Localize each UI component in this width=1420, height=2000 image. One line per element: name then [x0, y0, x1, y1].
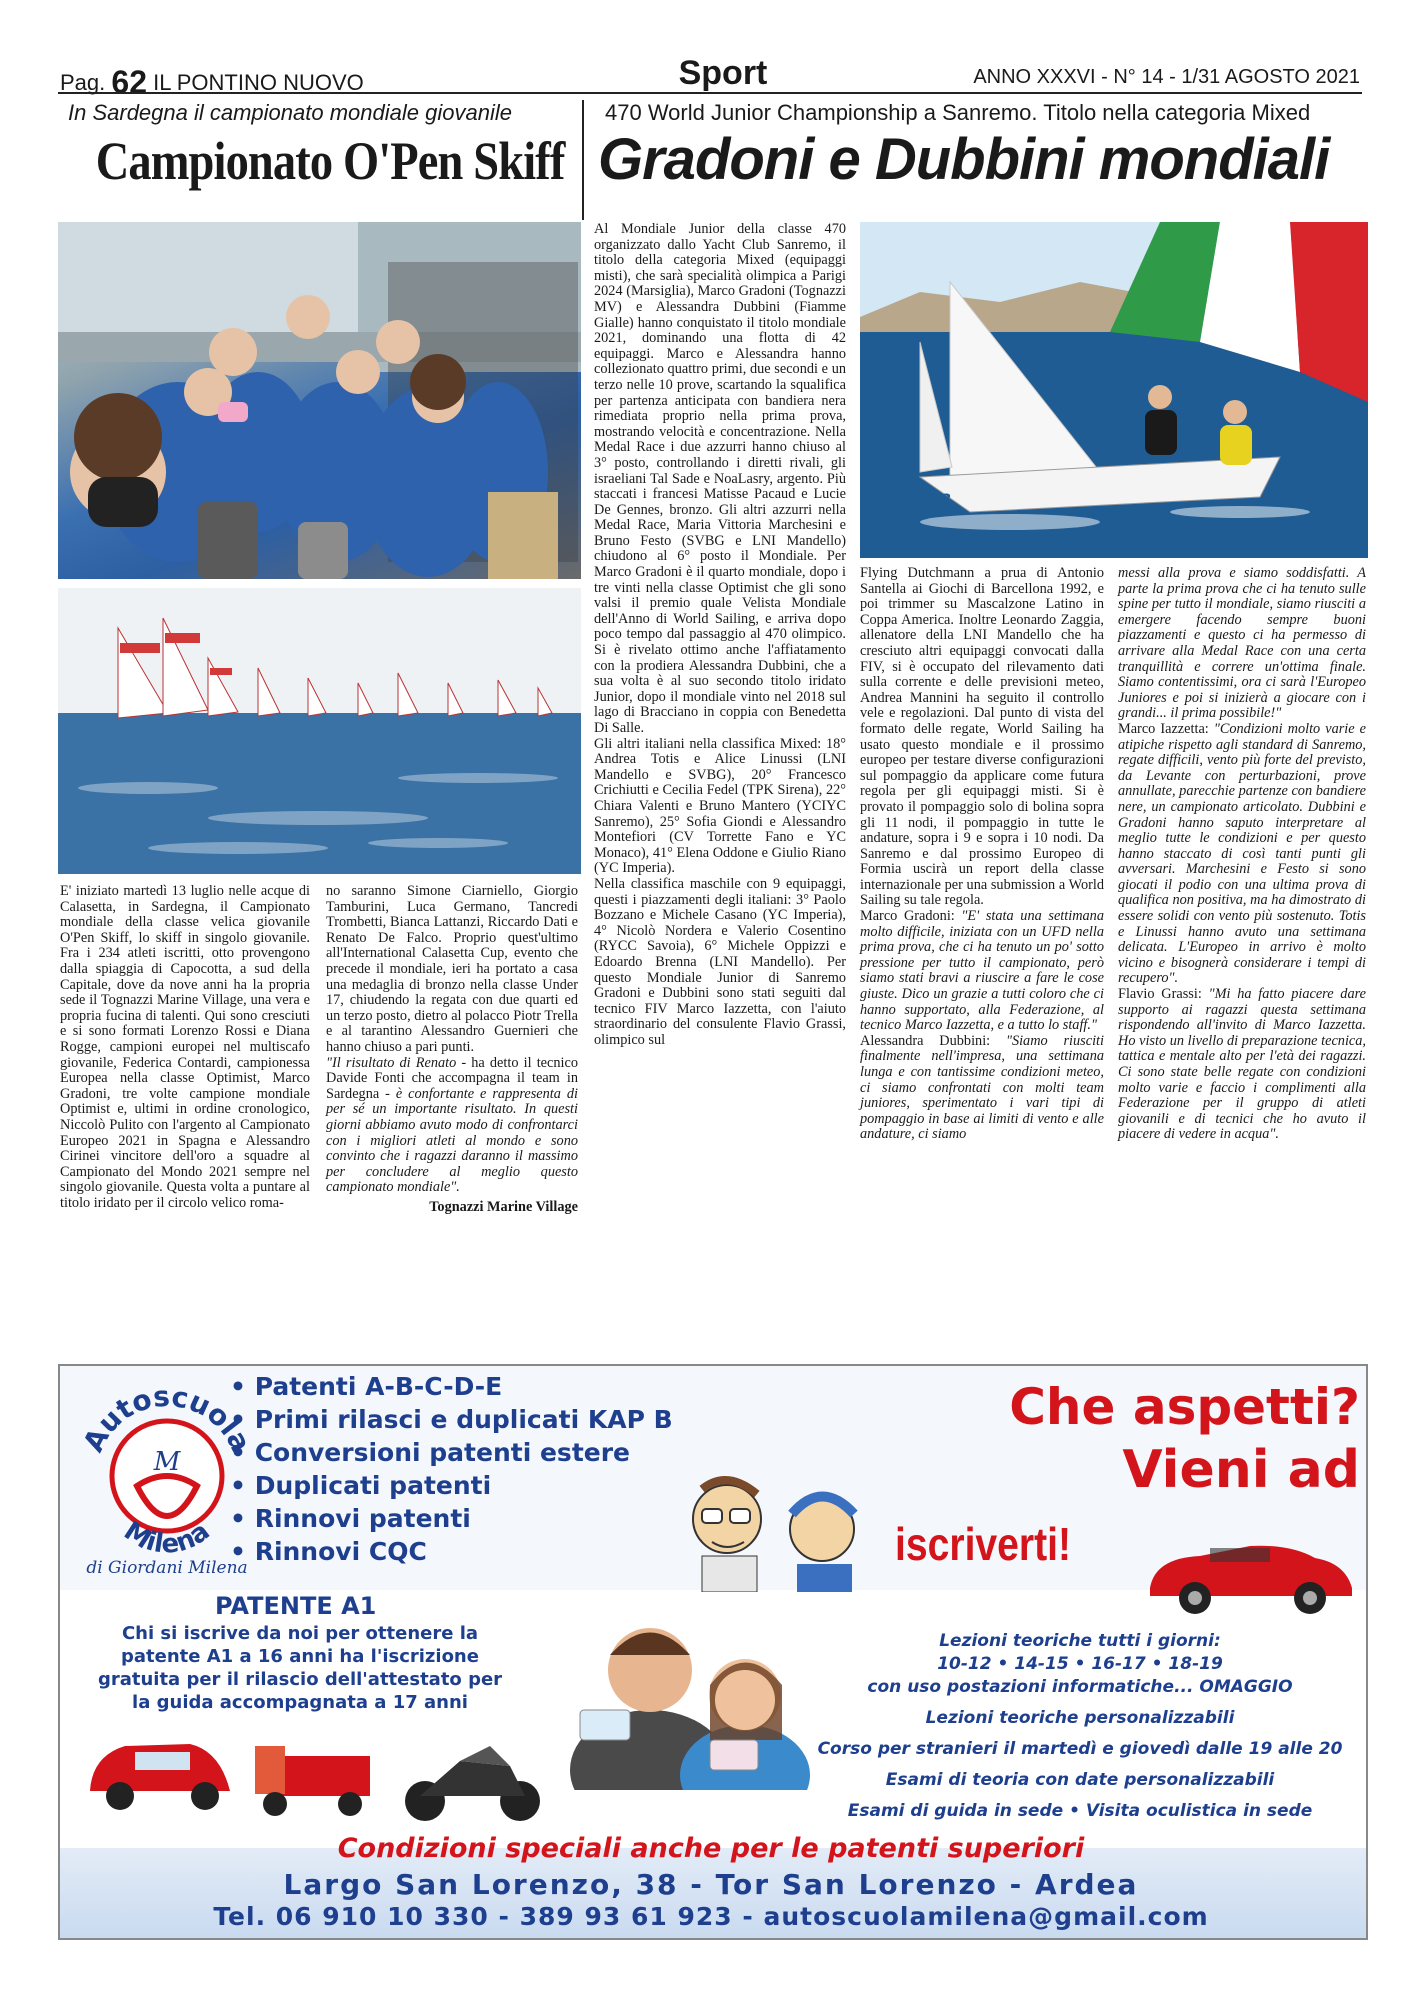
sail-number: 53	[932, 492, 952, 508]
grassi-name: Flavio Grassi:	[1118, 986, 1209, 1003]
logo-letter: M	[153, 1447, 181, 1477]
lesson-line: Esami di teoria con date personalizzabili	[885, 1770, 1275, 1790]
dubbini-quote	[860, 1034, 1104, 1143]
black-motorbike	[405, 1746, 540, 1821]
a1-text: Chi si iscrive da noi per ottenere la patente A1 a 16 anni ha l'iscrizione gratuita per il rilascio dell'attestato per la guida accompagnata a 17 anni	[97, 1623, 503, 1713]
left-col2-text: no saranno Simone Ciarniello, Giorgio Tamburini, Luca Germano, Tancredi Trombetti, Bianca Lattanzi, Riccardo Dati e Renato De Falco. Proprio quest'ultimo all'International Calasetta Cup, evento che precede il mondiale, ieri ha portato a casa una medaglia di bronzo nella classe Under 17, chiudendo la regata con due quarti ed un terzo posto, dietro al polacco Piotr Trella e al tarantino Alessandro Guernieri che hanno chiuso a pari punti.	[326, 883, 578, 1055]
right-title: Gradoni e Dubbini mondiali	[598, 127, 1330, 192]
right-article-col3	[1118, 566, 1366, 1143]
lessons-info	[800, 1630, 1360, 1823]
dubbini-quote-text: "Siamo riusciti finalmente nell'impresa, una settimana lunga e con tantissime condizioni meteo, ci siamo confrontati con molti team juniores, sperimentato i vari tipi di pompaggio in base ai limiti di vento e alle andature, ci siamo	[860, 1032, 1104, 1143]
left-col2-quote	[326, 1056, 578, 1196]
iazzetta-quote-text: "Condizioni molto varie e atipiche rispetto agli standard di Sanremo, regate difficili, vento più forte del previsto, da Levante con perturbazioni, prove annullate, parecchie partenze con bandiere nere, un campionato articolato. Dubbini e Gradoni hanno saputo interpretare al meglio tutte le condizioni e per questo hanno staccato di così tanti punti gli avversari. Marchesini e Festo si sono giocati il podio con una ultima prova di qualifica non positiva, ma ha dimostrato di essere solidi con vento più sostenuto. Totis e Linussi hanno avuto una settimana delicata. L'Europeo in arrivo è molto vicino e bisognerà considerare i tempi di recupero".	[1118, 720, 1366, 987]
lesson-line: Esami di guida in sede • Visita oculistica in sede	[847, 1801, 1313, 1821]
service-item: • Rinnovi CQC	[230, 1535, 673, 1568]
red-truck	[255, 1746, 370, 1816]
special-conditions: Condizioni speciali anche per le patenti superiori	[337, 1833, 1085, 1864]
left-kicker: In Sardegna il campionato mondiale giovanile	[68, 100, 512, 125]
photo-team-selfie	[58, 222, 581, 579]
right-col1-mixed: Gli altri italiani nella classifica Mixed: 18° Andrea Totis e Alice Linussi (LNI Mandello e SVBG), 20° Francesco Crichiutti e Cecilia Fedel (TPK Sirena), 22° Chiara Valenti e Bruno Mantero (YCIYC Sanremo), 25° Sofia Giondi e Alessandro Montefiori (CV Torrette Fano e YC Monaco), 41° Elena Oddone e Giulio Riano (YC Imperia).	[594, 735, 846, 877]
left-title: Campionato O'Pen Skiff	[95, 131, 565, 191]
photo-470-boat	[860, 222, 1368, 558]
lesson-line: Lezioni teoriche tutti i giorni:	[939, 1631, 1221, 1651]
dubbini-name: Alessandra Dubbini:	[860, 1032, 1006, 1049]
left-col1-text: E' iniziato martedì 13 luglio nelle acque di Calasetta, in Sardegna, il Campionato mondiale della classe velica giovanile O'Pen Skiff, lo skiff in singolo giovanile. Fra i 234 atleti iscritti, otto provengono dalla spiaggia di Capocotta, a sud della Capitale, dove da nove anni ha la propria sede il Tognazzi Marine Village, una vera e propria fucina di talenti. Qui sono cresciuti e si sono formati Lorenzo Rossi e Diana Rogge, campioni europei nel multiscafo giovanile, Federica Contardi, campionessa Europea nella classe Optimist, Marco Gradoni, tre volte campione mondiale Optimist e, ultimi in ordine cronologico, Niccolò Pulito con l'argento al Campionato Europeo 2021 in Spagna e Alessandro Cirinei vincitore dell'oro a squadre al Campionato del Mondo 2021 sempre nel singolo giovanile. Questa volta a puntare al titolo iridato per il circolo velico roma-	[60, 883, 310, 1211]
left-signature: Tognazzi Marine Village	[429, 1198, 578, 1215]
grassi-quote-text: "Mi ha fatto piacere dare supporto ai ragazzi questa settimana rispondendo all'invito di Marco Iazzetta. Ho visto un livello di preparazione tecnica, tattica e mentale alto per l'età dei ragazzi. Ci sono state belle regate con condizioni molto varie e faccio i complimenti alla Federazione per il gruppo di atleti giovanili e di tecnici che ho avuto il piacere di vedere in acqua".	[1118, 986, 1366, 1143]
left-article-col1	[60, 884, 310, 1211]
page-label	[60, 64, 364, 101]
left-article-col2	[326, 884, 578, 1215]
lesson-line: con uso postazioni informatiche... OMAGGIO	[867, 1677, 1293, 1697]
ad-headline-1: Che aspetti?	[1009, 1378, 1360, 1436]
vehicles-row	[80, 1716, 620, 1826]
logo-arc-path: Autoscuola	[76, 1379, 258, 1458]
right-kicker: 470 World Junior Championship a Sanremo. Titolo nella categoria Mixed	[605, 100, 1311, 125]
section-title: Sport	[678, 54, 768, 92]
school-contacts: Tel. 06 910 10 330 - 389 93 61 923 - autoscuolamilena@gmail.com	[213, 1902, 1209, 1931]
quote-part-b: è confortante e rappresenta di per sé un importante risultato. In questi giorni abbiamo avuto modo di confrontarci con i migliori atleti al mondo e sono convinto che i ragazzi daranno il massimo per concludere al meglio questo campionato mondiale".	[326, 1085, 578, 1196]
right-col1-male: Nella classifica maschile con 9 equipaggi, questi i piazzamenti degli italiani: 3° Paolo Bozzano e Michele Casano (YC Imperia), 4° Nicolò Nordera e Valerio Cosentino (RYCC Savoia), 6° Michele Oppizzi e Edoardo Brenna (LNI Mandello). Per questo Mondiale Junior di Sanremo Gradoni e Dubbini sono stati seguiti dal tecnico FIV Marco Iazzetta, con l'aiuto straordinario del consulente Flavio Grassi, olimpico sul	[594, 875, 846, 1048]
red-city-car	[90, 1744, 230, 1810]
photo-regatta-sails	[58, 588, 581, 874]
dubbini-quote-cont	[1118, 566, 1366, 722]
pag-label: Pag.	[60, 70, 106, 95]
quote-part-a: "Il risultato di Renato	[326, 1054, 457, 1071]
service-item: • Conversioni patenti estere	[230, 1436, 673, 1469]
cartoon-driving-instructor	[672, 1474, 882, 1592]
gradoni-quote-text: "E' stata una settimana molto difficile, iniziata con un UFD nella prima prova, che ci ha tenuto un po' sotto pressione per tutto il campionato, però siamo stati bravi a riuscire a fare le cose giuste. Dico un grazie a tutti coloro che ci hanno supportato, alla Federazione, al tecnico Marco Iazzetta, e a tutto lo staff."	[860, 908, 1104, 1034]
gradoni-name: Marco Gradoni:	[860, 908, 962, 925]
dubbini-quote-cont-text: messi alla prova e siamo soddisfatti. A parte la prima prova che ci ha tenuto sulle spine per tutto il mondiale, siamo riusciti a emergere facendo sempre buoni piazzamenti e questo ci ha permesso di arrivare alla Medal Race con una certa tranquillità e correre un'ottima finale. Siamo contentissimi, ora ci sarà l'Europeo Juniores e poi si inizierà a giocare con i grandi... il prima possibile!"	[1118, 565, 1366, 722]
school-address: Largo San Lorenzo, 38 - Tor San Lorenzo - Ardea	[283, 1868, 1139, 1901]
issue-info: ANNO XXXVI - N° 14 - 1/31 AGOSTO 2021	[973, 66, 1360, 88]
iazzetta-quote	[1118, 722, 1366, 987]
boat-illustration	[860, 222, 1368, 558]
service-item: • Rinnovi patenti	[230, 1502, 673, 1535]
regatta-illustration	[58, 588, 581, 874]
logo-name-path: Milena	[118, 1515, 216, 1560]
service-item: • Patenti A-B-C-D-E	[230, 1370, 673, 1403]
selfie-illustration	[58, 222, 581, 579]
paper-name: IL PONTINO NUOVO	[153, 70, 364, 95]
lesson-line: Corso per stranieri il martedì e giovedì dalle 19 alle 20	[817, 1739, 1343, 1759]
right-article-col2	[860, 566, 1104, 1143]
quote-attribution: - ha detto il tecnico Davide Fonti che accompagna il team in Sardegna -	[326, 1054, 578, 1102]
page-number: 62	[111, 64, 147, 100]
iazzetta-name: Marco Iazzetta:	[1118, 720, 1214, 737]
red-convertible-car	[1140, 1518, 1360, 1618]
right-article-col1	[594, 222, 846, 1048]
a1-title: PATENTE A1	[215, 1592, 377, 1620]
ad-headline-2: Vieni ad	[1122, 1440, 1360, 1500]
right-col2-text: Flying Dutchmann a prua di Antonio Santella ai Giochi di Barcellona 1992, e poi trimmer su Mascalzone Latino in Coppa America. Inoltre Leonardo Zaggia, allenatore della LNI Mandello che ha cresciuto altri equipaggi convocati dalla FIV, si è occupato del rilevamento dati sulla corrente e delle previsioni meteo, Andrea Mannini ha seguito il controllo vele e regolazioni. Dal punto di vista del formato delle regate, World Sailing ha usato questo mondiale e il prossimo europeo per testare diverse configurazioni sul pompaggio da applicare come futura regola per gli equipaggi misti. Si è provato il pompaggio solo di bolina sopra gli 11 nodi, il pompaggio in tutte le andature, sopra i 9 e sopra i 10 nodi. Da Sanremo e dal prossimo Europeo di Formia uscirà un report della classe internazionale per una submission a World Sailing su tale regola.	[860, 565, 1104, 909]
gradoni-quote	[860, 909, 1104, 1034]
logo-owner: di Giordani Milena	[86, 1558, 248, 1578]
ad-headline-3: iscriverti!	[895, 1518, 1072, 1570]
header-rule	[58, 92, 1362, 94]
lesson-line: Lezioni teoriche personalizzabili	[925, 1708, 1235, 1728]
service-item: • Duplicati patenti	[230, 1469, 673, 1502]
services-list	[230, 1370, 673, 1568]
right-col1-text: Al Mondiale Junior della classe 470 organizzato dallo Yacht Club Sanremo, il titolo della categoria Mixed (equipaggi misti), che sarà specialità olimpica a Parigi 2024 (Marsiglia), Marco Gradoni (Tognazzi MV) e Alessandra Dubbini (Fiamme Gialle) hanno conquistato il titolo mondiale 2021, dominando una flotta di 42 equipaggi. Marco e Alessandra hanno collezionato quattro primi, due secondi e un terzo nelle 10 prove, scartando la squalifica per partenza anticipata con bandiera nera rimediata proprio nella prima prova, mostrando velocità e concentrazione. Nella Medal Race i due azzurri hanno chiuso al 3° posto, controllando i diretti rivali, gli israeliani Tal Sade e NoaLasry, argento. Più staccati i francesi Matisse Pacaud e Lucie De Gennes, bronzo. Gli altri azzurri nella Medal Race, Maria Vittoria Marchesini e Bruno Festo (SVBG e LNI Mandello) chiudono al 6° posto il Mondiale. Per Marco Gradoni è il quarto mondiale, dopo i tre vinti nella classe Optimist che gli sono valsi il premio quale Velista Mondiale dell'Anno di World Sailing, e arriva dopo poco tempo dal passaggio al 470 olimpico. Si è rivelato ottimo anche l'affiatamento con la prodiera Alessandra Dubbini, che a sua volta è al suo secondo titolo iridato Junior, dopo il mondiale vinto nel 2018 sul lago di Bracciano in coppia con Benedetta Di Salle.	[594, 221, 846, 736]
grassi-quote	[1118, 987, 1366, 1143]
service-item: • Primi rilasci e duplicati KAP B	[230, 1403, 673, 1436]
column-separator	[582, 100, 584, 220]
lesson-line: 10-12 • 14-15 • 16-17 • 18-19	[937, 1654, 1223, 1674]
